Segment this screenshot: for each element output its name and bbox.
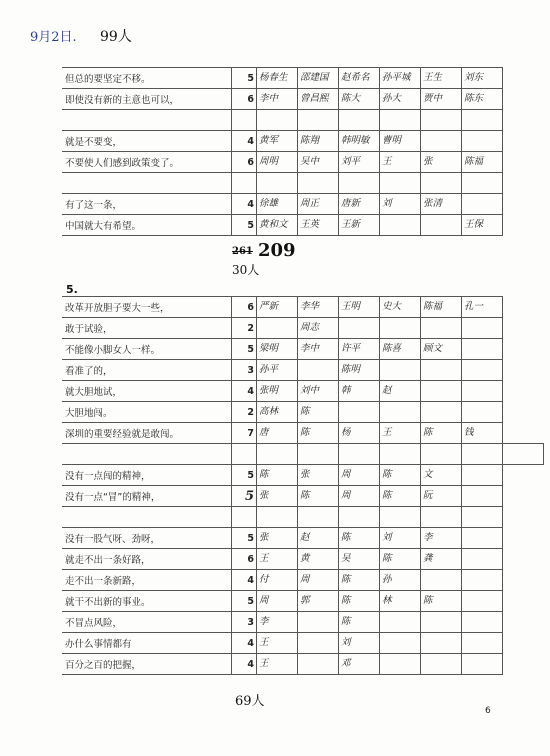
signature-cell: 杨 xyxy=(339,423,380,444)
signature-cell: 曹明 xyxy=(380,131,421,152)
count-cell: 2 xyxy=(232,318,257,339)
table-row xyxy=(62,507,544,528)
signature-cell: 韩明敏 xyxy=(339,131,380,152)
signature-cell: 曾昌熙 xyxy=(298,89,339,110)
signature-cell xyxy=(257,507,298,528)
signature-cell xyxy=(339,444,380,465)
table-row xyxy=(62,360,544,381)
signature-cell: 陈 xyxy=(380,465,421,486)
signature-cell xyxy=(421,654,462,675)
count-cell: 2 xyxy=(232,402,257,423)
signature-cell: 王 xyxy=(257,654,298,675)
signature-cell: 陈 xyxy=(298,423,339,444)
page-number: 6 xyxy=(485,706,491,716)
phrase-cell: 不冒点风险， xyxy=(62,612,232,633)
table-row xyxy=(62,423,544,444)
signature-cell xyxy=(421,444,462,465)
count-cell: 4 xyxy=(232,131,257,152)
signature-cell: 孙平城 xyxy=(380,68,421,89)
signature-cell: 林 xyxy=(380,591,421,612)
signature-cell xyxy=(421,402,462,423)
signature-cell: 郭 xyxy=(298,591,339,612)
signature-cell: 杨春生 xyxy=(257,68,298,89)
signature-cell: 刘平 xyxy=(339,152,380,173)
table-row xyxy=(62,633,544,654)
count-cell: 4 xyxy=(232,633,257,654)
signature-cell: 李中 xyxy=(298,339,339,360)
signature-cell: 阮 xyxy=(421,486,462,507)
signature-cell xyxy=(421,131,462,152)
count-cell: 3 xyxy=(232,612,257,633)
signature-cell xyxy=(380,215,421,236)
phrase-cell: 深圳的重要经验就是敢闯。 xyxy=(62,423,232,444)
signature-cell: 史大 xyxy=(380,297,421,318)
signature-cell: 赵 xyxy=(380,381,421,402)
signature-cell: 王明 xyxy=(339,297,380,318)
table-row xyxy=(62,68,503,89)
table-row xyxy=(62,110,503,131)
table-row xyxy=(62,131,503,152)
table-row xyxy=(62,549,544,570)
signature-cell xyxy=(503,444,544,465)
signature-cell xyxy=(462,360,503,381)
signature-cell xyxy=(298,633,339,654)
signature-cell xyxy=(462,444,503,465)
signature-cell xyxy=(298,444,339,465)
reading-table-2 xyxy=(62,296,544,675)
signature-cell: 张 xyxy=(257,528,298,549)
signature-cell: 陈 xyxy=(421,591,462,612)
table-row xyxy=(62,444,544,465)
phrase-cell: 就大胆地试， xyxy=(62,381,232,402)
signature-cell xyxy=(298,654,339,675)
signature-cell xyxy=(462,402,503,423)
signature-cell: 文 xyxy=(421,465,462,486)
signature-cell xyxy=(462,528,503,549)
signature-cell: 钱 xyxy=(462,423,503,444)
signature-cell: 李 xyxy=(257,612,298,633)
signature-cell: 陈 xyxy=(298,402,339,423)
count-cell: 4 xyxy=(232,381,257,402)
count-cell: 5 xyxy=(232,215,257,236)
signature-cell xyxy=(380,612,421,633)
signature-cell xyxy=(380,654,421,675)
signature-cell: 徐雄 xyxy=(257,194,298,215)
signature-cell: 陈翔 xyxy=(298,131,339,152)
signature-cell xyxy=(257,444,298,465)
signature-cell xyxy=(462,194,503,215)
signature-cell: 李华 xyxy=(298,297,339,318)
signature-cell xyxy=(462,507,503,528)
phrase-cell: 看准了的， xyxy=(62,360,232,381)
handwritten-date: 9月2日. xyxy=(30,30,77,45)
signature-cell: 黄军 xyxy=(257,131,298,152)
signature-cell: 顾文 xyxy=(421,339,462,360)
table-row xyxy=(62,194,503,215)
signature-cell: 陈 xyxy=(380,549,421,570)
signature-cell: 黄和文 xyxy=(257,215,298,236)
signature-cell: 张 xyxy=(298,465,339,486)
signature-cell xyxy=(462,633,503,654)
count-cell xyxy=(232,173,257,194)
signature-cell: 张 xyxy=(257,486,298,507)
signature-cell xyxy=(380,633,421,654)
people-count-1: 30人 xyxy=(232,263,260,277)
signature-cell: 王生 xyxy=(421,68,462,89)
signature-cell xyxy=(339,318,380,339)
signature-cell: 周志 xyxy=(298,318,339,339)
signature-cell: 刘 xyxy=(380,194,421,215)
table-row xyxy=(62,465,544,486)
signature-cell: 王英 xyxy=(298,215,339,236)
signature-cell xyxy=(421,633,462,654)
table-row xyxy=(62,591,544,612)
count-cell: 5 xyxy=(232,486,257,507)
signature-cell xyxy=(380,173,421,194)
signature-cell: 邓 xyxy=(339,654,380,675)
count-cell: 5 xyxy=(232,68,257,89)
signature-cell xyxy=(339,173,380,194)
count-cell: 5 xyxy=(232,339,257,360)
count-cell: 5 xyxy=(232,591,257,612)
total-new: 209 xyxy=(258,240,296,261)
signature-cell xyxy=(462,110,503,131)
table-row xyxy=(62,339,544,360)
table-row xyxy=(62,381,544,402)
table-row xyxy=(62,402,544,423)
signature-cell: 刘 xyxy=(380,528,421,549)
signature-cell: 陈 xyxy=(339,570,380,591)
phrase-cell xyxy=(62,444,232,465)
count-cell: 6 xyxy=(232,297,257,318)
signature-cell: 刘 xyxy=(339,633,380,654)
table-row xyxy=(62,318,544,339)
phrase-cell: 没有一点“冒”的精神， xyxy=(62,486,232,507)
signature-cell xyxy=(339,110,380,131)
total-struck: 261 xyxy=(232,246,253,257)
count-cell: 7 xyxy=(232,423,257,444)
signature-cell xyxy=(421,173,462,194)
signature-cell: 陈 xyxy=(298,486,339,507)
signature-cell xyxy=(298,360,339,381)
phrase-cell: 不能像小脚女人一样。 xyxy=(62,339,232,360)
signature-cell: 周 xyxy=(339,486,380,507)
phrase-cell: 没有一股气呀、劲呀， xyxy=(62,528,232,549)
count-cell: 6 xyxy=(232,89,257,110)
count-cell xyxy=(232,110,257,131)
signature-cell: 刘中 xyxy=(298,381,339,402)
signature-cell xyxy=(462,318,503,339)
signature-cell: 王 xyxy=(380,423,421,444)
signature-cell: 王 xyxy=(380,152,421,173)
count-cell: 5 xyxy=(232,465,257,486)
table-row xyxy=(62,528,544,549)
signature-cell xyxy=(462,381,503,402)
phrase-cell: 不要使人们感到政策变了。 xyxy=(62,152,232,173)
count-cell: 6 xyxy=(232,549,257,570)
handwritten-count: 99人 xyxy=(100,29,132,45)
phrase-cell: 中国就大有希望。 xyxy=(62,215,232,236)
signature-cell xyxy=(421,318,462,339)
signature-cell: 张清 xyxy=(421,194,462,215)
signature-cell: 陈 xyxy=(339,612,380,633)
signature-cell: 孙平 xyxy=(257,360,298,381)
signature-cell xyxy=(380,318,421,339)
signature-cell: 陈 xyxy=(257,465,298,486)
signature-cell xyxy=(462,486,503,507)
signature-cell: 周 xyxy=(298,570,339,591)
signature-cell xyxy=(421,360,462,381)
signature-cell: 孔一 xyxy=(462,297,503,318)
signature-cell: 陈福 xyxy=(462,152,503,173)
signature-cell: 王保 xyxy=(462,215,503,236)
phrase-cell: 改革开放胆子要大一些， xyxy=(62,297,232,318)
signature-cell: 邵建国 xyxy=(298,68,339,89)
table-row xyxy=(62,297,544,318)
signature-cell xyxy=(462,339,503,360)
signature-cell xyxy=(257,110,298,131)
signature-cell xyxy=(380,402,421,423)
signature-cell: 陈喜 xyxy=(380,339,421,360)
signature-cell: 陈东 xyxy=(462,89,503,110)
count-cell: 6 xyxy=(232,152,257,173)
phrase-cell: 办什么事情都有 xyxy=(62,633,232,654)
count-cell: 5 xyxy=(232,528,257,549)
signature-cell: 吴 xyxy=(339,549,380,570)
signature-cell: 周正 xyxy=(298,194,339,215)
count-cell: 4 xyxy=(232,570,257,591)
signature-cell xyxy=(298,612,339,633)
signature-cell: 严新 xyxy=(257,297,298,318)
signature-cell: 陈 xyxy=(339,528,380,549)
phrase-cell: 就干不出新的事业。 xyxy=(62,591,232,612)
signature-cell xyxy=(421,570,462,591)
signature-cell: 张明 xyxy=(257,381,298,402)
signature-cell: 周 xyxy=(339,465,380,486)
table-row xyxy=(62,173,503,194)
signature-cell: 赵希名 xyxy=(339,68,380,89)
signature-cell: 周 xyxy=(257,591,298,612)
signature-cell: 王 xyxy=(257,549,298,570)
count-cell: 3 xyxy=(232,360,257,381)
signature-cell xyxy=(298,173,339,194)
signature-cell xyxy=(421,110,462,131)
signature-cell: 龚 xyxy=(421,549,462,570)
signature-cell xyxy=(298,110,339,131)
signature-cell: 吴中 xyxy=(298,152,339,173)
signature-cell: 付 xyxy=(257,570,298,591)
signature-cell xyxy=(462,173,503,194)
phrase-cell xyxy=(62,173,232,194)
signature-cell xyxy=(462,591,503,612)
signature-cell: 王 xyxy=(257,633,298,654)
table-row xyxy=(62,89,503,110)
signature-cell xyxy=(462,570,503,591)
signature-cell xyxy=(257,318,298,339)
table-row xyxy=(62,152,503,173)
signature-cell: 张 xyxy=(421,152,462,173)
signature-cell xyxy=(421,612,462,633)
phrase-cell: 就走不出一条好路， xyxy=(62,549,232,570)
phrase-cell: 敢于试验， xyxy=(62,318,232,339)
signature-cell xyxy=(380,360,421,381)
signature-cell xyxy=(380,110,421,131)
signature-cell xyxy=(339,402,380,423)
phrase-cell: 大胆地闯。 xyxy=(62,402,232,423)
phrase-cell: 走不出一条新路， xyxy=(62,570,232,591)
signature-cell: 梁明 xyxy=(257,339,298,360)
signature-cell xyxy=(421,381,462,402)
signature-cell xyxy=(421,507,462,528)
table-row xyxy=(62,486,544,507)
signature-cell xyxy=(462,131,503,152)
phrase-cell: 百分之百的把握， xyxy=(62,654,232,675)
signature-cell: 陈大 xyxy=(339,89,380,110)
count-cell: 4 xyxy=(232,654,257,675)
signature-cell: 贾中 xyxy=(421,89,462,110)
reading-table-1 xyxy=(62,67,503,236)
signature-cell: 陈 xyxy=(380,486,421,507)
section-label: 5. xyxy=(66,283,78,296)
signature-cell xyxy=(380,444,421,465)
phrase-cell: 就是不要变， xyxy=(62,131,232,152)
signature-cell: 孙大 xyxy=(380,89,421,110)
signature-cell: 李 xyxy=(421,528,462,549)
signature-cell: 许平 xyxy=(339,339,380,360)
signature-cell: 赵 xyxy=(298,528,339,549)
phrase-cell: 没有一点闯的精神， xyxy=(62,465,232,486)
signature-cell xyxy=(339,507,380,528)
table-row xyxy=(62,215,503,236)
signature-cell: 陈福 xyxy=(421,297,462,318)
signature-cell: 李中 xyxy=(257,89,298,110)
signature-cell: 黄 xyxy=(298,549,339,570)
signature-cell: 唐新 xyxy=(339,194,380,215)
signature-cell xyxy=(462,549,503,570)
people-count-2: 69人 xyxy=(235,694,265,709)
table-row xyxy=(62,654,544,675)
signature-cell xyxy=(257,173,298,194)
count-cell: 4 xyxy=(232,194,257,215)
phrase-cell xyxy=(62,110,232,131)
signature-cell: 陈 xyxy=(421,423,462,444)
signature-cell: 周明 xyxy=(257,152,298,173)
signature-cell xyxy=(462,465,503,486)
count-cell xyxy=(232,507,257,528)
phrase-cell: 有了这一条， xyxy=(62,194,232,215)
signature-cell: 唐 xyxy=(257,423,298,444)
signature-cell: 陈 xyxy=(339,591,380,612)
signature-cell: 王新 xyxy=(339,215,380,236)
phrase-cell: 但总的要坚定不移。 xyxy=(62,68,232,89)
signature-cell xyxy=(462,612,503,633)
table-row xyxy=(62,612,544,633)
signature-cell: 高林 xyxy=(257,402,298,423)
count-cell xyxy=(232,444,257,465)
phrase-cell xyxy=(62,507,232,528)
table-row xyxy=(62,570,544,591)
signature-cell: 刘东 xyxy=(462,68,503,89)
signature-cell xyxy=(421,215,462,236)
phrase-cell: 即使没有新的主意也可以， xyxy=(62,89,232,110)
signature-cell xyxy=(298,507,339,528)
signature-cell: 孙 xyxy=(380,570,421,591)
signature-cell: 韩 xyxy=(339,381,380,402)
signature-cell xyxy=(380,507,421,528)
signature-cell: 陈明 xyxy=(339,360,380,381)
signature-cell xyxy=(462,654,503,675)
